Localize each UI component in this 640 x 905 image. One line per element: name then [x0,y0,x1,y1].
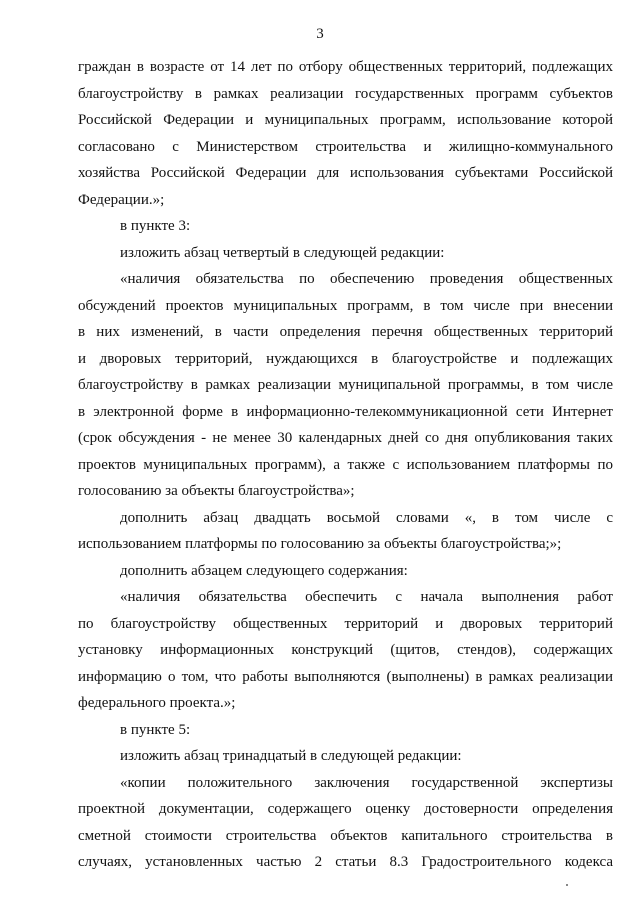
paragraph [78,558,613,585]
text-line: случаях, установленных частью 2 статьи 8.3 Градостроительного кодекса [78,854,613,870]
text-line: «наличия обязательства обеспечить с начала выполнения работ [120,589,613,605]
paragraph [78,770,613,876]
paragraph [78,213,613,240]
text-line: граждан в возрасте от 14 лет по отбору общественных территорий, подлежащих [78,59,613,75]
text-line: информацию о том, что работы выполняются (выполнены) в рамках реализации [78,668,613,685]
text-line: сметной стоимости строительства объектов капитального строительства в [78,827,613,844]
document-body [78,54,613,876]
text-line: изложить абзац тринадцатый в следующей редакции: [120,748,462,764]
text-line: федерального проекта.»; [78,695,236,711]
paragraph [78,54,613,213]
paragraph [78,240,613,267]
text-line: использованием платформы по голосованию за объекты благоустройства;»; [78,536,562,552]
text-line: проектной документации, содержащего оценку достоверности определения [78,801,613,817]
text-line: изложить абзац четвертый в следующей редакции: [120,244,445,261]
paragraph [78,505,613,558]
text-line: обсуждений проектов муниципальных программ, в том числе при внесении [78,297,613,314]
text-line: в пункте 3: [120,218,191,234]
text-line: Российской Федерации и муниципальных программ, использование которой [78,112,613,128]
text-line: в пункте 5: [120,721,191,738]
page-number: 3 [316,26,324,42]
text-line: по благоустройству общественных территорий и дворовых территорий [78,615,613,632]
text-line: (срок обсуждения - не менее 30 календарных дней со дня опубликования таких [78,430,613,446]
text-line: Федерации.»; [78,191,165,208]
paragraph [78,584,613,717]
text-line: и дворовых территорий, нуждающихся в благоустройстве и подлежащих [78,350,613,367]
paragraph [78,717,613,744]
text-line: благоустройству в рамках реализации государственных программ субъектов [78,85,613,102]
text-line: «наличия обязательства по обеспечению проведения общественных [120,271,613,287]
paragraph [78,266,613,505]
paragraph [78,743,613,770]
text-line: дополнить абзацем следующего содержания: [120,562,408,579]
text-line: дополнить абзац двадцать восьмой словами «, в том числе с [120,509,613,526]
text-line: в них изменений, в части определения перечня общественных территорий [78,324,613,340]
text-line: «копии положительного заключения государственной экспертизы [120,774,613,791]
text-line: хозяйства Российской Федерации для использования субъектами Российской [78,165,613,181]
text-line: согласовано с Министерством строительства и жилищно-коммунального [78,138,613,155]
text-line: в электронной форме в информационно-телекоммуникационной сети Интернет [78,403,613,420]
scan-speck [566,884,568,886]
text-line: голосованию за объекты благоустройства»; [78,483,355,499]
text-line: установку информационных конструкций (щитов, стендов), содержащих [78,642,613,658]
text-line: благоустройству в рамках реализации муниципальной программы, в том числе [78,377,613,393]
text-line: проектов муниципальных программ), а также с использованием платформы по [78,456,613,473]
